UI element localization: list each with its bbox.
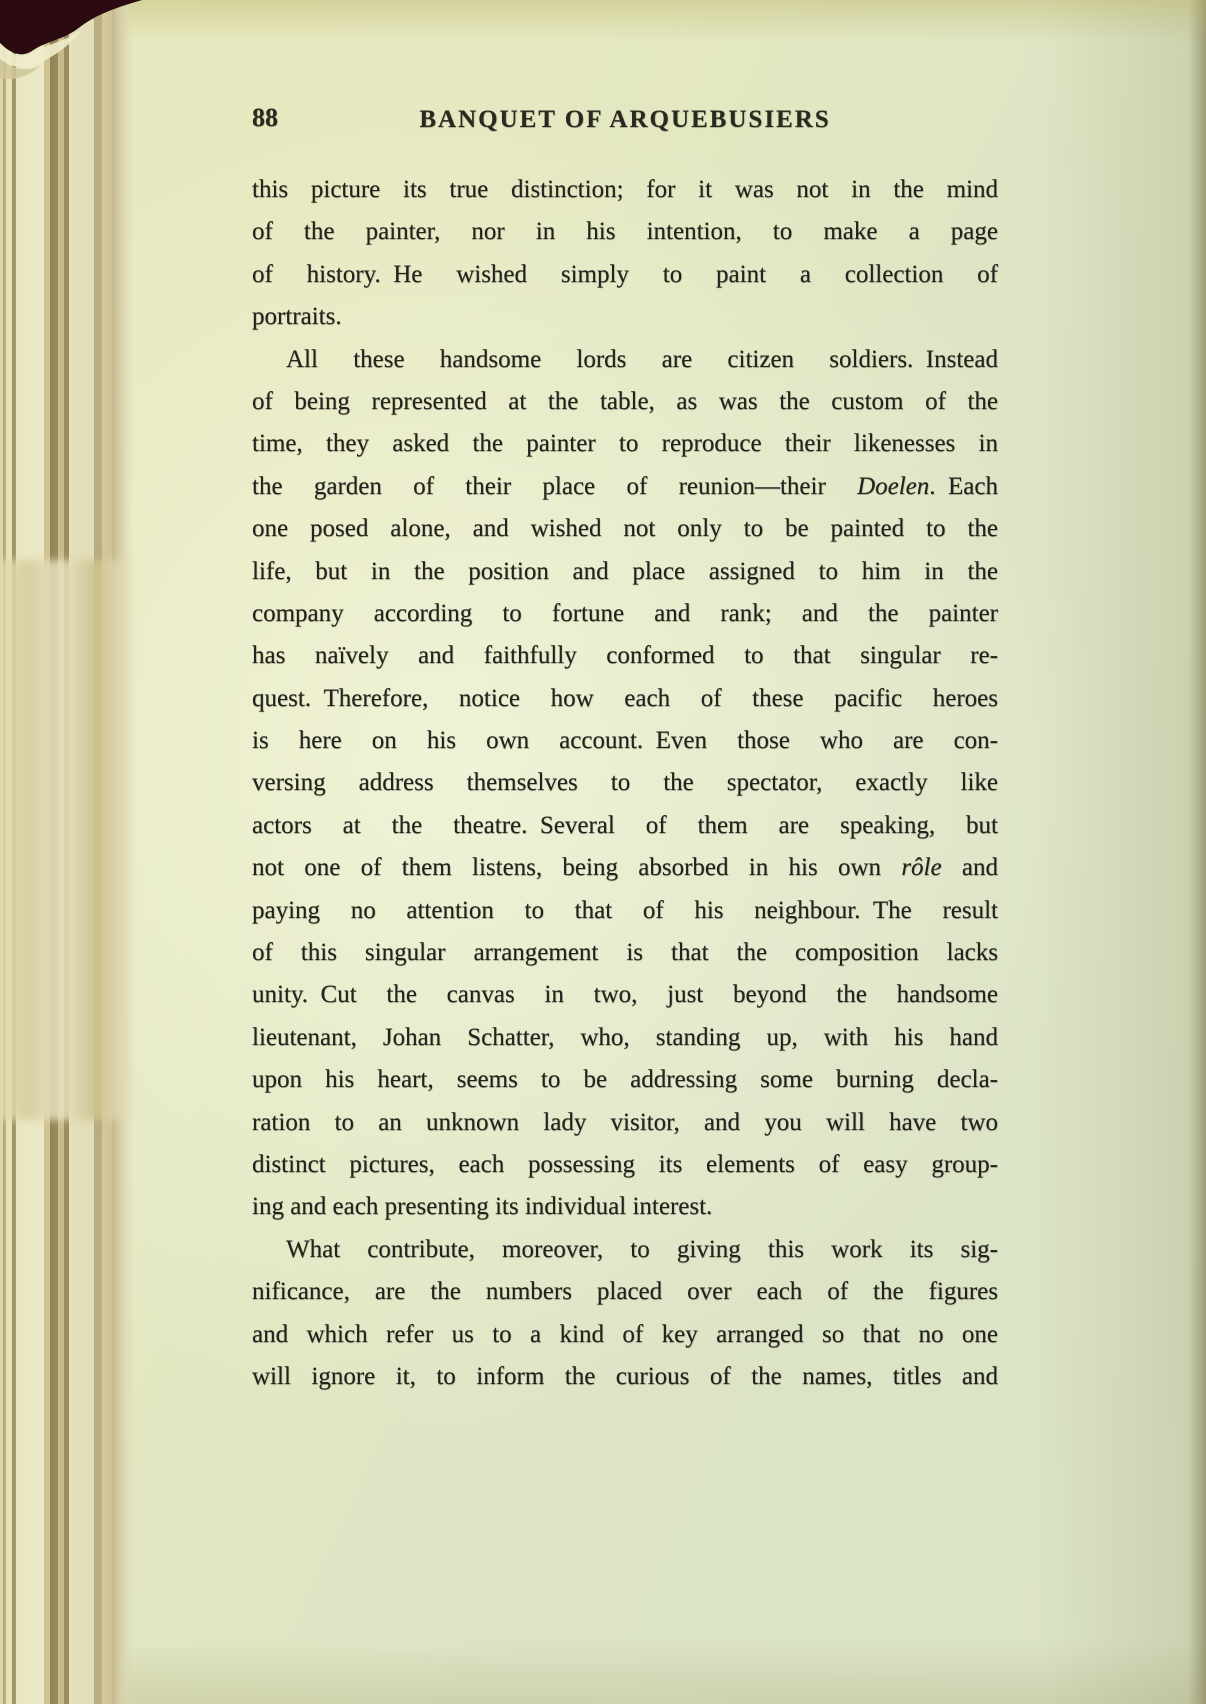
body-text: What contribute, moreover, to giving this work its sig- xyxy=(286,1235,998,1263)
book-cover-corner xyxy=(0,0,160,96)
text-line xyxy=(252,1017,998,1059)
body-text: of being represented at the table, as was the custom of the xyxy=(252,387,998,415)
text-line xyxy=(252,466,998,508)
running-title: BANQUET OF ARQUEBUSIERS xyxy=(419,106,831,133)
text-line xyxy=(252,254,998,296)
italic-text: rôle xyxy=(901,854,942,882)
text-block xyxy=(252,169,998,1398)
text-line xyxy=(252,211,998,253)
body-text: ration to an unknown lady visitor, and you will have two xyxy=(252,1108,998,1136)
italic-text: Doelen xyxy=(857,472,930,500)
text-line xyxy=(252,1059,998,1101)
text-line xyxy=(252,1102,998,1144)
text-line xyxy=(252,847,998,889)
body-text: unity. Cut the canvas in two, just beyond the handsome xyxy=(252,981,998,1009)
text-line xyxy=(252,593,998,635)
text-line xyxy=(252,339,998,381)
body-text: distinct pictures, each possessing its elements of easy group- xyxy=(252,1150,998,1178)
body-text: paying no attention to that of his neighbour. The result xyxy=(252,896,998,924)
cover-corner-shape xyxy=(0,0,160,96)
text-line xyxy=(252,635,998,677)
text-line xyxy=(252,762,998,804)
body-text: versing address themselves to the spectator, exactly like xyxy=(252,769,998,797)
text-line xyxy=(252,720,998,762)
body-text: will ignore it, to inform the curious of the names, titles and xyxy=(252,1362,998,1390)
body-text: company according to fortune and rank; and the painter xyxy=(252,599,998,627)
text-line xyxy=(252,678,998,720)
body-text: upon his heart, seems to be addressing some burning decla- xyxy=(252,1066,998,1094)
body-text: and xyxy=(941,854,998,882)
text-line xyxy=(252,296,998,338)
text-line xyxy=(252,974,998,1016)
body-text: portraits. xyxy=(252,303,342,331)
text-line xyxy=(252,423,998,465)
body-text: of history. He wished simply to paint a collection of xyxy=(252,260,998,288)
text-line xyxy=(252,1356,998,1398)
body-text: this picture its true distinction; for it was not in the mind xyxy=(252,176,998,203)
text-line xyxy=(252,890,998,932)
body-text: . Each xyxy=(929,472,998,500)
page-number: 88 xyxy=(252,103,278,132)
body-text: of the painter, nor in his intention, to make a page xyxy=(252,218,998,246)
body-text: life, but in the position and place assigned to him in the xyxy=(252,557,998,585)
text-line xyxy=(252,1229,998,1271)
body-text: one posed alone, and wished not only to be painted to the xyxy=(252,515,998,543)
text-line xyxy=(252,1186,998,1228)
text-line xyxy=(252,805,998,847)
body-text: quest. Therefore, notice how each of these pacific heroes xyxy=(252,684,998,712)
text-line xyxy=(252,381,998,423)
text-line xyxy=(252,932,998,974)
body-text: and which refer us to a kind of key arranged so that no one xyxy=(252,1320,998,1348)
text-line xyxy=(252,1144,998,1186)
body-text: lieutenant, Johan Schatter, who, standing up, with his hand xyxy=(252,1023,998,1051)
body-text: ing and each presenting its individual interest. xyxy=(252,1193,713,1221)
body-text: not one of them listens, being absorbed in his own xyxy=(252,854,902,882)
body-text: is here on his own account. Even those who are con- xyxy=(252,727,998,755)
body-text: time, they asked the painter to reproduce their likenesses in xyxy=(252,430,998,458)
text-line xyxy=(252,1271,998,1313)
body-text: of this singular arrangement is that the composition lacks xyxy=(252,939,998,967)
text-line xyxy=(252,551,998,593)
body-text: actors at the theatre. Several of them are speaking, but xyxy=(252,811,998,839)
body-text: the garden of their place of reunion—their xyxy=(252,472,858,500)
body-text: has naïvely and faithfully conformed to that singular re- xyxy=(252,642,998,670)
page-edge-stack xyxy=(0,0,134,1704)
text-line xyxy=(252,169,998,211)
body-text: All these handsome lords are citizen soldiers. Instead xyxy=(286,345,998,373)
text-line xyxy=(252,1314,998,1356)
body-text: nificance, are the numbers placed over each of the figures xyxy=(252,1278,998,1306)
text-line xyxy=(252,508,998,550)
